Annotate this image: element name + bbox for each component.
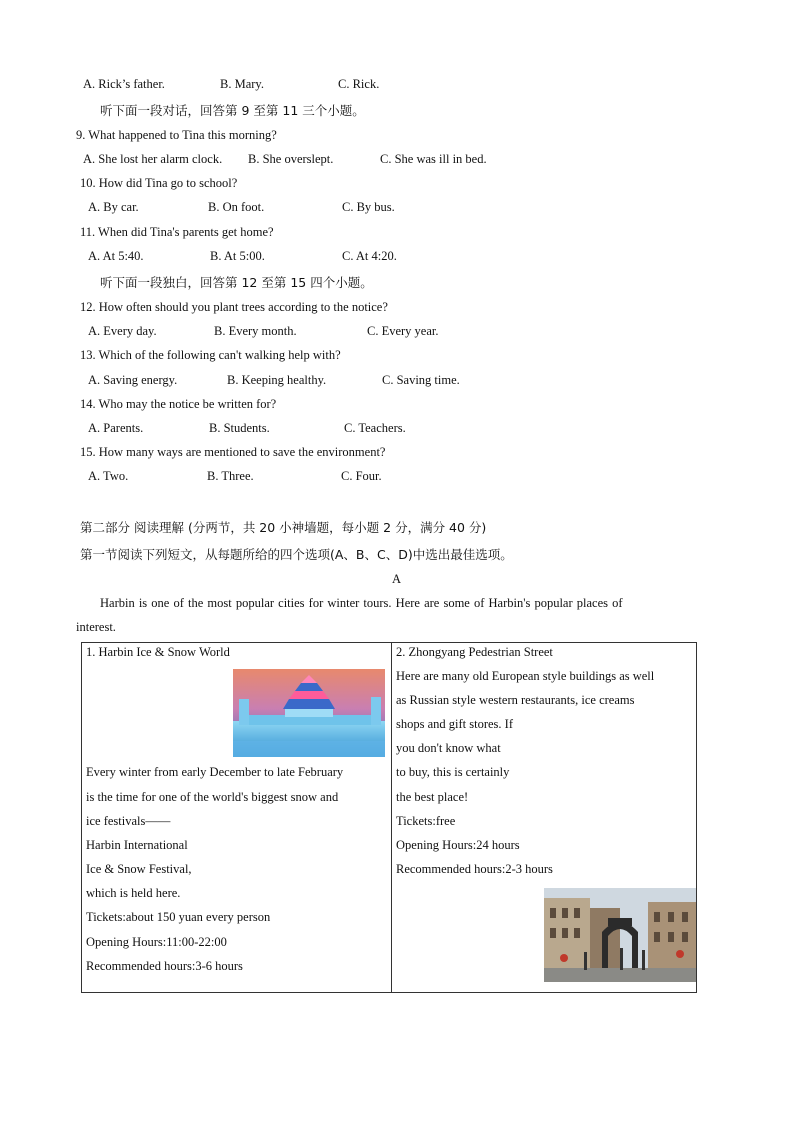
q13-question: 13. Which of the following can't walking help with? — [80, 348, 341, 362]
place-cell-zhongyang-street — [392, 643, 697, 993]
passage-label: A — [392, 572, 402, 586]
places-table — [81, 642, 697, 993]
description-line: Harbin International — [86, 838, 188, 852]
place-title: 1. Harbin Ice & Snow World — [86, 645, 230, 659]
description-line: Ice & Snow Festival, — [86, 862, 192, 876]
pedestrian-street-photo — [544, 888, 696, 982]
opening-hours-info: Opening Hours:24 hours — [396, 838, 520, 852]
q12-question: 12. How often should you plant trees according to the notice? — [80, 300, 388, 314]
q15-option-a: A. Two. — [88, 469, 129, 483]
q14-option-a: A. Parents. — [88, 421, 144, 435]
q14-option-c: C. Teachers. — [344, 421, 406, 435]
q9-option-c: C. She was ill in bed. — [380, 152, 487, 166]
q10-option-b: B. On foot. — [208, 200, 265, 214]
part2-title: 第二部分 阅读理解 (分两节，共 20 小神墙题，每小题 2 分，满分 40 分) — [80, 520, 487, 535]
q12-option-c: C. Every year. — [367, 324, 439, 338]
q10-option-c: C. By bus. — [342, 200, 395, 214]
place-cell-ice-snow-world — [82, 643, 392, 993]
q8-option-b: B. Mary. — [220, 77, 264, 91]
q8-option-a: A. Rick’s father. — [83, 77, 165, 91]
description-line: as Russian style western restaurants, ice creams — [396, 693, 635, 707]
q15-question: 15. How many ways are mentioned to save the environment? — [80, 445, 386, 459]
description-line: the best place! — [396, 790, 469, 804]
recommended-hours-info: Recommended hours:2-3 hours — [396, 862, 553, 876]
description-line: Every winter from early December to late February — [86, 765, 344, 779]
description-line: ice festivals—— — [86, 814, 171, 828]
tickets-info: Tickets:about 150 yuan every person — [86, 910, 271, 924]
q15-option-b: B. Three. — [207, 469, 254, 483]
q9-question: 9. What happened to Tina this morning? — [76, 128, 277, 142]
passage-intro-line-2: interest. — [76, 620, 116, 634]
q15-option-c: C. Four. — [341, 469, 382, 483]
q8-option-c: C. Rick. — [338, 77, 380, 91]
description-line: you don't know what — [396, 741, 501, 755]
q12-option-b: B. Every month. — [214, 324, 297, 338]
q9-option-b: B. She overslept. — [248, 152, 334, 166]
q11-question: 11. When did Tina's parents get home? — [80, 225, 274, 239]
place-title: 2. Zhongyang Pedestrian Street — [396, 645, 553, 659]
part2-section1-instruction: 第一节阅读下列短文，从每题所给的四个选项(A、B、C、D)中选出最佳选项。 — [80, 547, 513, 562]
tickets-info: Tickets:free — [396, 814, 456, 828]
listening-instruction-2: 听下面一段独白，回答第 12 至第 15 四个小题。 — [100, 275, 373, 290]
q11-option-a: A. At 5:40. — [88, 249, 144, 263]
q11-option-b: B. At 5:00. — [210, 249, 265, 263]
q14-option-b: B. Students. — [209, 421, 270, 435]
description-line: shops and gift stores. If — [396, 717, 513, 731]
ice-palace-photo — [233, 669, 385, 757]
q9-option-a: A. She lost her alarm clock. — [83, 152, 223, 166]
q13-option-c: C. Saving time. — [382, 373, 460, 387]
q14-question: 14. Who may the notice be written for? — [80, 397, 277, 411]
q10-option-a: A. By car. — [88, 200, 139, 214]
description-line: is the time for one of the world's biggest snow and — [86, 790, 339, 804]
description-line: to buy, this is certainly — [396, 765, 510, 779]
opening-hours-info: Opening Hours:11:00-22:00 — [86, 935, 227, 949]
q13-option-b: B. Keeping healthy. — [227, 373, 327, 387]
q10-question: 10. How did Tina go to school? — [80, 176, 238, 190]
description-line: which is held here. — [86, 886, 181, 900]
q13-option-a: A. Saving energy. — [88, 373, 178, 387]
recommended-hours-info: Recommended hours:3-6 hours — [86, 959, 243, 973]
description-line: Here are many old European style buildings as well — [396, 669, 655, 683]
q12-option-a: A. Every day. — [88, 324, 157, 338]
passage-intro-line-1: Harbin is one of the most popular cities for winter tours. Here are some of Harbin's popular places of — [100, 596, 623, 610]
listening-instruction-1: 听下面一段对话，回答第 9 至第 11 三个小题。 — [100, 103, 365, 118]
q11-option-c: C. At 4:20. — [342, 249, 397, 263]
